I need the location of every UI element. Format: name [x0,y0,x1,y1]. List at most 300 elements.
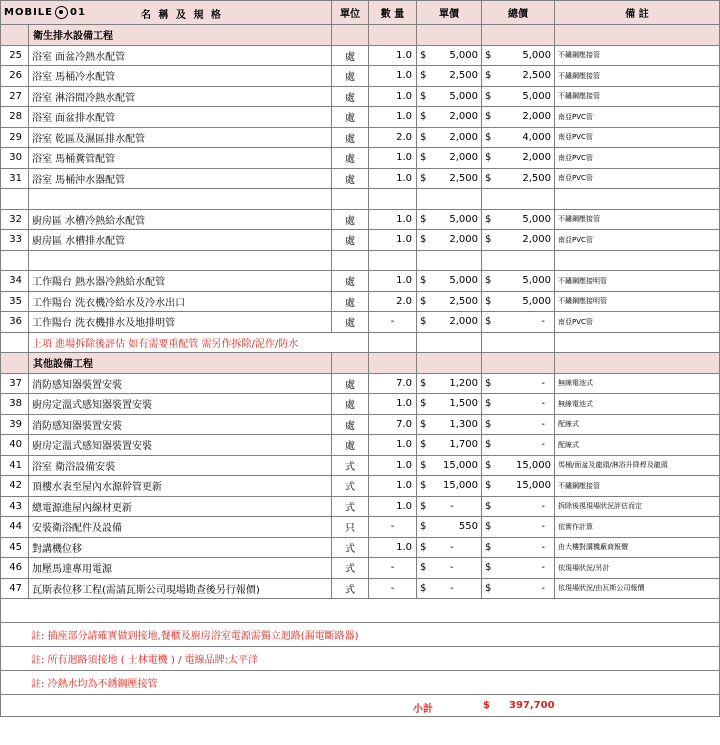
item-qty: 1.0 [369,496,417,517]
currency-symbol: $ [485,131,492,143]
currency-symbol: $ [485,459,492,471]
item-total: - [541,398,546,410]
item-name: 對講機位移 [29,537,332,558]
item-price: 2,000 [449,131,479,143]
item-note: 不鏽鋼壓接管 [555,66,720,87]
header-unit: 單位 [332,1,369,25]
item-price-cell [417,476,482,497]
header-row [1,1,720,25]
item-name: 總電源進屋內線材更新 [29,496,332,517]
currency-symbol: $ [485,439,492,451]
item-no: 41 [1,455,29,476]
item-note: 南亞PVC管 [555,107,720,128]
currency-symbol: $ [420,234,427,246]
item-note: 南亞PVC管 [555,148,720,169]
item-unit: 只 [332,517,369,538]
item-name: 浴室 馬桶冷水配管 [29,66,332,87]
currency-symbol: $ [485,152,492,164]
item-total: 2,000 [522,111,552,123]
item-price: 15,000 [443,459,479,471]
item-no: 34 [1,271,29,292]
item-qty: - [369,312,417,333]
header-name: 名 稱 及 規 格 [141,10,223,21]
item-note: 不鏽鋼壓接明管 [555,271,720,292]
item-unit: 處 [332,86,369,107]
item-price: 15,000 [443,480,479,492]
item-total: - [541,500,546,512]
currency-symbol: $ [485,418,492,430]
item-no: 43 [1,496,29,517]
item-price-cell [417,291,482,312]
item-name: 瓦斯表位移工程(需請瓦斯公司現場勘查後另行報價) [29,578,332,599]
item-qty: 1.0 [369,476,417,497]
item-price-cell [417,496,482,517]
blank-row [1,250,720,271]
section-plumbing [1,25,720,46]
item-total-cell [482,312,555,333]
item-price-cell [417,558,482,579]
item-total-cell [482,148,555,169]
item-total: - [541,316,546,328]
item-total: 15,000 [516,459,552,471]
blank-row [1,189,720,210]
item-qty: 1.0 [369,271,417,292]
item-unit: 處 [332,291,369,312]
item-total-cell [482,127,555,148]
item-name: 工作陽台 洗衣機冷給水及冷水出口 [29,291,332,312]
item-total-cell [482,414,555,435]
item-total-cell [482,291,555,312]
header-note: 備 註 [555,1,720,25]
table-row [1,455,720,476]
item-qty: 1.0 [369,148,417,169]
item-no: 45 [1,537,29,558]
item-price-cell [417,148,482,169]
item-unit: 處 [332,230,369,251]
footnote-row [1,623,720,647]
item-price: 2,000 [449,152,479,164]
footnote-text: 註: 冷熱水均為不銹鋼壓接管 [1,671,720,695]
footnote-row [1,671,720,695]
currency-symbol: $ [420,295,427,307]
item-total: - [541,582,546,594]
item-note: 不鏽鋼壓接管 [555,86,720,107]
currency-symbol: $ [420,418,427,430]
item-name: 廚房區 水槽排水配管 [29,230,332,251]
item-note: 南亞PVC管 [555,312,720,333]
currency-symbol: $ [420,70,427,82]
currency-symbol: $ [485,234,492,246]
item-qty: 1.0 [369,107,417,128]
currency-symbol: $ [485,500,492,512]
item-price-cell [417,86,482,107]
header-price: 單價 [417,1,482,25]
item-price: 2,500 [449,70,479,82]
item-name: 浴室 馬桶沖水器配管 [29,168,332,189]
currency-symbol: $ [485,582,492,594]
item-total: 15,000 [516,480,552,492]
currency-symbol: $ [420,49,427,61]
currency-symbol: $ [485,111,492,123]
remark-row [1,332,720,353]
item-price-cell [417,107,482,128]
item-note: 馬桶/面盆及龍頭/淋浴升降桿及龍頭 [555,455,720,476]
item-qty: 2.0 [369,127,417,148]
item-price-cell [417,578,482,599]
item-price: 5,000 [449,90,479,102]
item-total-cell [482,435,555,456]
table-row [1,148,720,169]
currency-symbol: $ [420,213,427,225]
item-name: 安裝衛浴配件及設備 [29,517,332,538]
item-qty: 1.0 [369,394,417,415]
item-price-cell [417,127,482,148]
item-qty: 1.0 [369,435,417,456]
item-total: 2,000 [522,234,552,246]
item-qty: - [369,578,417,599]
item-name: 浴室 淋浴間冷熱水配管 [29,86,332,107]
currency-symbol: $ [485,295,492,307]
item-unit: 式 [332,476,369,497]
item-note: 不鏽鋼壓接明管 [555,291,720,312]
currency-symbol: $ [420,377,427,389]
item-note: 不鏽鋼壓接管 [555,476,720,497]
table-row [1,394,720,415]
item-name: 浴室 衛浴設備安裝 [29,455,332,476]
table-row [1,291,720,312]
item-total: 5,000 [522,275,552,287]
item-no: 37 [1,373,29,394]
item-no: 26 [1,66,29,87]
item-name: 工作陽台 洗衣機排水及地排明管 [29,312,332,333]
currency-symbol: $ [485,521,492,533]
item-price: 2,500 [449,295,479,307]
currency-symbol: $ [420,562,427,574]
item-total: - [541,521,546,533]
item-price: 2,000 [449,234,479,246]
currency-symbol: $ [420,398,427,410]
item-price-cell [417,537,482,558]
item-price-cell [417,373,482,394]
item-note: 拆除後視現場狀況評估而定 [555,496,720,517]
currency-symbol: $ [485,90,492,102]
item-price: 5,000 [449,213,479,225]
item-name: 浴室 乾區及濕區排水配管 [29,127,332,148]
currency-symbol: $ [420,582,427,594]
item-no: 36 [1,312,29,333]
item-price-cell [417,517,482,538]
item-total: - [541,418,546,430]
header-qty: 數 量 [369,1,417,25]
currency-symbol: $ [420,541,427,553]
item-total-cell [482,476,555,497]
item-unit: 式 [332,496,369,517]
item-total-cell [482,558,555,579]
subtotal-row [1,695,720,717]
item-unit: 處 [332,435,369,456]
item-total-cell [482,373,555,394]
item-qty: - [369,517,417,538]
item-name: 加壓馬達專用電源 [29,558,332,579]
footnote-text: 註: 所有迴路須接地 ( 士林電機 ) / 電線品牌:太平洋 [1,647,720,671]
table-row [1,168,720,189]
currency-symbol: $ [485,480,492,492]
item-name: 頂樓水表至屋內水源幹管更新 [29,476,332,497]
item-name: 浴室 馬桶糞管配管 [29,148,332,169]
item-no: 27 [1,86,29,107]
currency-symbol: $ [420,275,427,287]
currency-symbol: $ [420,521,427,533]
item-price: 2,500 [449,172,479,184]
item-qty: 1.0 [369,86,417,107]
item-price-cell [417,312,482,333]
currency-symbol: $ [420,152,427,164]
table-row [1,107,720,128]
item-total: - [541,377,546,389]
item-no: 31 [1,168,29,189]
item-note: 無線電池式 [555,394,720,415]
item-unit: 式 [332,537,369,558]
item-total: - [541,541,546,553]
item-total-cell [482,66,555,87]
currency-symbol: $ [485,49,492,61]
item-price: 1,500 [449,398,479,410]
item-price: 2,000 [449,316,479,328]
item-price: 5,000 [449,275,479,287]
table-row [1,476,720,497]
currency-symbol: $ [485,377,492,389]
header-name-cell [1,1,332,25]
item-price: 550 [458,521,479,533]
currency-symbol: $ [420,316,427,328]
item-qty: 1.0 [369,537,417,558]
item-price: 2,000 [449,111,479,123]
mobile01-logo [4,6,86,19]
item-unit: 處 [332,312,369,333]
currency-symbol: $ [485,172,492,184]
item-price-cell [417,168,482,189]
item-total-cell [482,578,555,599]
item-total: 2,000 [522,152,552,164]
item-total-cell [482,86,555,107]
table-row [1,435,720,456]
item-qty: 2.0 [369,291,417,312]
item-unit: 處 [332,414,369,435]
currency-symbol: $ [420,172,427,184]
item-unit: 處 [332,168,369,189]
item-unit: 式 [332,558,369,579]
item-price: 1,200 [449,377,479,389]
item-unit: 處 [332,373,369,394]
item-price: - [450,500,454,512]
item-price: - [450,562,454,574]
item-name: 廚房定溫式感知器裝置安裝 [29,435,332,456]
currency-symbol: $ [483,700,490,711]
item-note: 南亞PVC管 [555,127,720,148]
currency-symbol: $ [420,480,427,492]
item-qty: 1.0 [369,66,417,87]
item-no: 47 [1,578,29,599]
item-no: 42 [1,476,29,497]
currency-symbol: $ [420,459,427,471]
item-unit: 處 [332,209,369,230]
item-note: 南亞PVC管 [555,230,720,251]
logo-text-right: 01 [70,7,86,18]
table-row [1,312,720,333]
item-total-cell [482,455,555,476]
item-total: 2,500 [522,70,552,82]
item-note: 依現場狀況/由瓦斯公司報價 [555,578,720,599]
item-price: 5,000 [449,49,479,61]
item-unit: 處 [332,127,369,148]
section-title: 衛生排水設備工程 [29,25,332,46]
item-name: 浴室 面盆冷熱水配管 [29,45,332,66]
item-note: 配線式 [555,414,720,435]
item-total-cell [482,537,555,558]
item-price-cell [417,435,482,456]
table-row [1,517,720,538]
section-other [1,353,720,374]
item-no: 44 [1,517,29,538]
item-qty: 1.0 [369,230,417,251]
item-note: 依現場狀況/另計 [555,558,720,579]
item-qty: 1.0 [369,168,417,189]
item-total: 2,500 [522,172,552,184]
item-price-cell [417,66,482,87]
item-note: 依實作計算 [555,517,720,538]
item-note: 配線式 [555,435,720,456]
item-price-cell [417,230,482,251]
item-note: 南亞PVC管 [555,168,720,189]
item-price-cell [417,455,482,476]
table-row [1,230,720,251]
item-qty: - [369,558,417,579]
item-note: 不鏽鋼壓接管 [555,45,720,66]
currency-symbol: $ [485,316,492,328]
currency-symbol: $ [485,541,492,553]
item-price-cell [417,414,482,435]
item-total-cell [482,517,555,538]
item-total-cell [482,168,555,189]
subtotal-cell [1,695,720,717]
item-no: 39 [1,414,29,435]
table-row [1,86,720,107]
item-unit: 處 [332,45,369,66]
item-qty: 1.0 [369,209,417,230]
item-price: 1,700 [449,439,479,451]
item-unit: 式 [332,455,369,476]
item-total-cell [482,230,555,251]
remark-text: 上項 進場拆除後評估 如有需要重配管 需另作拆除/泥作/防水 [29,332,369,353]
item-no: 25 [1,45,29,66]
footnote-text: 註: 插座部分請確實做到接地,餐櫃及廚房浴室電源需獨立迴路(漏電斷路器) [1,623,720,647]
item-total: 5,000 [522,90,552,102]
table-row [1,127,720,148]
subtotal-label: 小計 [413,704,433,715]
item-no: 28 [1,107,29,128]
item-unit: 處 [332,394,369,415]
item-name: 工作陽台 熱水器冷熱給水配管 [29,271,332,292]
item-price-cell [417,271,482,292]
item-total-cell [482,496,555,517]
item-note: 由大樓對講機廠商報價 [555,537,720,558]
item-price-cell [417,209,482,230]
item-total-cell [482,271,555,292]
table-row [1,373,720,394]
item-qty: 7.0 [369,373,417,394]
table-row [1,45,720,66]
item-note: 不鏽鋼壓接管 [555,209,720,230]
item-price: - [450,582,454,594]
item-no: 32 [1,209,29,230]
item-total: 4,000 [522,131,552,143]
item-total-cell [482,394,555,415]
item-total: 5,000 [522,49,552,61]
item-total: - [541,562,546,574]
table-row [1,558,720,579]
currency-symbol: $ [485,275,492,287]
item-note: 無線電池式 [555,373,720,394]
currency-symbol: $ [485,70,492,82]
item-name: 廚房區 水槽冷熱給水配管 [29,209,332,230]
table-row [1,578,720,599]
section-title: 其他設備工程 [29,353,332,374]
logo-text-left: MOBILE [4,7,53,18]
item-total-cell [482,209,555,230]
item-total: 5,000 [522,213,552,225]
item-no: 46 [1,558,29,579]
logo-emblem-icon [55,6,68,19]
item-no: 40 [1,435,29,456]
header-total: 總價 [482,1,555,25]
item-total-cell [482,107,555,128]
item-unit: 處 [332,148,369,169]
blank-row [1,599,720,623]
table-row [1,66,720,87]
item-unit: 處 [332,66,369,87]
item-unit: 式 [332,578,369,599]
item-qty: 1.0 [369,45,417,66]
item-total: 5,000 [522,295,552,307]
currency-symbol: $ [420,500,427,512]
item-price-cell [417,45,482,66]
item-unit: 處 [332,271,369,292]
item-name: 消防感知器裝置安裝 [29,414,332,435]
currency-symbol: $ [485,398,492,410]
item-qty: 7.0 [369,414,417,435]
table-row [1,496,720,517]
item-no: 38 [1,394,29,415]
footnote-row [1,647,720,671]
item-name: 浴室 面盆排水配管 [29,107,332,128]
table-row [1,209,720,230]
table-row [1,537,720,558]
currency-symbol: $ [420,131,427,143]
item-qty: 1.0 [369,455,417,476]
item-no: 29 [1,127,29,148]
currency-symbol: $ [420,90,427,102]
item-unit: 處 [332,107,369,128]
currency-symbol: $ [420,111,427,123]
currency-symbol: $ [420,439,427,451]
item-no: 33 [1,230,29,251]
item-no: 30 [1,148,29,169]
subtotal-value: 397,700 [509,700,555,711]
item-total: - [541,439,546,451]
item-price-cell [417,394,482,415]
item-price: - [450,541,454,553]
item-name: 消防感知器裝置安裝 [29,373,332,394]
